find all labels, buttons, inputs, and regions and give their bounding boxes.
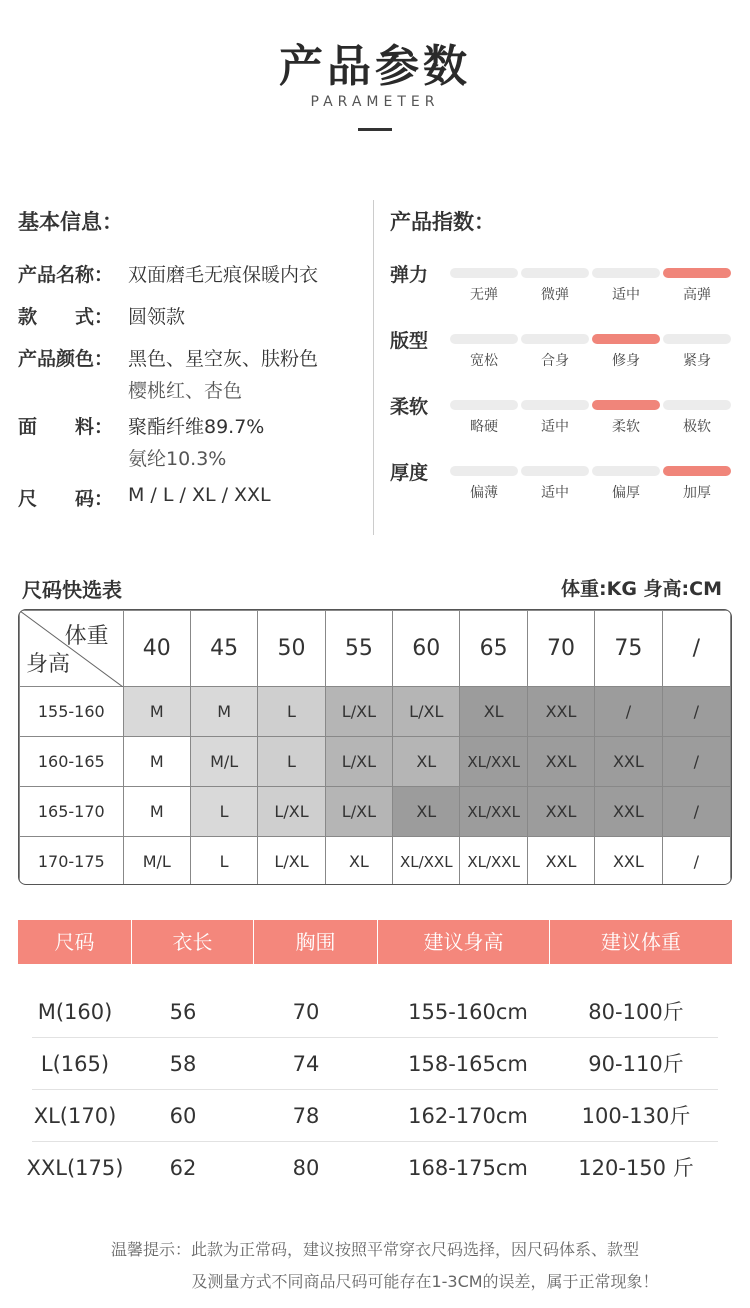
corner-weight-label: 体重 (64, 624, 109, 649)
quick-chart-row (20, 837, 731, 886)
size-cell: XXL (527, 737, 594, 787)
basic-info-section (18, 206, 363, 510)
basic-info-label: 款 式： (18, 306, 114, 328)
size-cell: M (123, 737, 190, 787)
size-cell: XXL (595, 737, 662, 787)
note-line-2: 及测量方式不同商品尺码可能存在1-3CM的误差，属于正常现象！ (191, 1272, 659, 1291)
size-table-cell: 58 (169, 1052, 197, 1076)
size-cell: M (123, 687, 190, 737)
basic-info-row (18, 344, 319, 402)
index-level-label: 适中 (541, 485, 569, 501)
basic-info-label: 产品颜色： (18, 348, 114, 370)
index-level-bar (663, 466, 731, 476)
basic-info-row (18, 484, 271, 511)
index-level-label: 适中 (541, 419, 569, 435)
index-level-label: 极软 (683, 419, 711, 435)
index-level-label: 加厚 (683, 485, 711, 501)
size-quick-chart-title: 尺码快选表 (22, 578, 122, 602)
basic-info-value: 双面磨毛无痕保暖内衣 (128, 264, 319, 286)
size-table-cell: 162-170cm (408, 1104, 528, 1128)
title-underline (358, 128, 392, 131)
index-level-label: 高弹 (683, 287, 711, 303)
corner-height-label: 身高 (26, 652, 71, 677)
index-level-bar (450, 268, 518, 278)
index-level-label: 修身 (612, 353, 640, 369)
size-table-row (18, 986, 732, 1038)
size-cell: L (190, 837, 257, 886)
size-cell: L/XL (258, 837, 325, 886)
index-row-0 (390, 260, 740, 310)
size-table-cell: 80-100斤 (588, 1000, 684, 1024)
size-table-header-cell: 胸围 (254, 920, 378, 964)
size-table-cell: 70 (292, 1000, 320, 1024)
size-table-cell: 60 (169, 1104, 197, 1128)
basic-info-title: 基本信息： (18, 210, 123, 234)
quick-chart-row (20, 687, 731, 737)
size-cell: L/XL (325, 787, 392, 837)
index-level-label: 略硬 (470, 419, 498, 435)
basic-info-value: 圆领款 (128, 306, 186, 328)
size-table-cell: 168-175cm (408, 1156, 528, 1180)
index-level-label: 适中 (612, 287, 640, 303)
weight-header: 70 (527, 611, 594, 687)
size-table-header (18, 920, 732, 964)
size-cell: M (123, 787, 190, 837)
section-divider (373, 200, 374, 535)
size-table-cell: 56 (169, 1000, 197, 1024)
size-cell: M (190, 687, 257, 737)
quick-chart-row (20, 737, 731, 787)
size-cell: XL/XXL (460, 787, 527, 837)
size-table-cell: XL(170) (33, 1104, 117, 1128)
page-title: 产品参数 (279, 41, 471, 92)
size-cell: XXL (527, 837, 594, 886)
size-quick-chart-unit: 体重:KG 身高:CM (561, 578, 722, 600)
size-cell: L/XL (258, 787, 325, 837)
index-level-label: 偏厚 (612, 485, 640, 501)
size-cell: XXL (595, 837, 662, 886)
size-cell: XXL (527, 687, 594, 737)
index-row-3 (390, 458, 740, 508)
index-level-bar (663, 268, 731, 278)
product-index-section (390, 206, 740, 501)
weight-header: 45 (190, 611, 257, 687)
page-subtitle: PARAMETER (310, 94, 440, 110)
index-level-bar (450, 466, 518, 476)
size-table-cell: 100-130斤 (581, 1104, 691, 1128)
index-level-bar (450, 334, 518, 344)
index-name: 厚度 (390, 462, 429, 484)
basic-info-label: 尺 码： (18, 488, 114, 510)
index-row-1 (390, 326, 740, 376)
size-quick-chart (18, 609, 732, 885)
index-level-label: 宽松 (470, 353, 498, 369)
size-cell: XL (325, 837, 392, 886)
size-cell: XL/XXL (460, 837, 527, 886)
size-cell: XL (393, 787, 460, 837)
index-level-bar (592, 466, 660, 476)
height-header: 160-165 (20, 737, 124, 787)
weight-header: 50 (258, 611, 325, 687)
height-header: 170-175 (20, 837, 124, 886)
size-cell: XL/XXL (460, 737, 527, 787)
size-table-cell: L(165) (40, 1052, 110, 1076)
index-name: 版型 (390, 330, 429, 352)
size-cell: XXL (527, 787, 594, 837)
size-cell: L/XL (393, 687, 460, 737)
quick-chart-row (20, 787, 731, 837)
size-table-cell: 78 (292, 1104, 320, 1128)
basic-info-value: M / L / XL / XXL (128, 484, 271, 506)
size-cell: L (258, 687, 325, 737)
basic-info-value: 氨纶10.3% (128, 448, 227, 470)
size-cell: M/L (123, 837, 190, 886)
basic-info-label: 面 料： (18, 416, 114, 438)
size-cell: XL (460, 687, 527, 737)
index-level-bar (521, 268, 589, 278)
size-table-header-cell: 衣长 (132, 920, 254, 964)
index-level-bar (592, 334, 660, 344)
size-cell: / (595, 687, 662, 737)
size-cell: L (190, 787, 257, 837)
note-line-1: 温馨提示：此款为正常码，建议按照平常穿衣尺码选择，因尺码体系、款型 (110, 1240, 639, 1259)
weight-header: / (662, 611, 730, 687)
index-level-bar (663, 400, 731, 410)
index-level-label: 紧身 (683, 353, 711, 369)
index-level-label: 无弹 (470, 287, 498, 303)
size-cell: XXL (595, 787, 662, 837)
size-table-cell: 120-150 斤 (578, 1156, 694, 1180)
size-cell: / (662, 687, 730, 737)
size-cell: L (258, 737, 325, 787)
size-cell: XL/XXL (393, 837, 460, 886)
quick-chart-corner (20, 611, 124, 687)
index-level-bar (592, 268, 660, 278)
weight-header: 55 (325, 611, 392, 687)
basic-info-value: 黑色、星空灰、肤粉色 (128, 348, 319, 370)
size-table-header-cell: 建议体重 (601, 930, 681, 954)
size-table-header-cell: 尺码 (18, 920, 132, 964)
height-header: 155-160 (20, 687, 124, 737)
index-level-bar (592, 400, 660, 410)
index-level-bar (521, 400, 589, 410)
basic-info-row (18, 412, 265, 470)
size-cell: / (662, 737, 730, 787)
weight-header: 40 (123, 611, 190, 687)
size-table-cell: 90-110斤 (588, 1052, 684, 1076)
size-cell: L/XL (325, 737, 392, 787)
index-level-bar (521, 466, 589, 476)
size-table-cell: 158-165cm (408, 1052, 528, 1076)
index-name: 弹力 (390, 264, 429, 286)
index-level-bar (663, 334, 731, 344)
weight-header: 60 (393, 611, 460, 687)
index-level-bar (450, 400, 518, 410)
size-table-row (18, 1142, 732, 1194)
size-cell: M/L (190, 737, 257, 787)
basic-info-value: 樱桃红、杏色 (128, 380, 243, 402)
size-table-header-cell: 建议身高 (378, 920, 550, 964)
size-cell: XL (393, 737, 460, 787)
size-table-cell: 80 (292, 1156, 320, 1180)
basic-info-row (18, 260, 319, 287)
size-table-cell: XXL(175) (26, 1156, 124, 1180)
index-level-label: 微弹 (541, 287, 569, 303)
basic-info-label: 产品名称： (18, 264, 114, 286)
index-level-label: 合身 (541, 353, 569, 369)
index-name: 柔软 (390, 396, 429, 418)
page-header (0, 0, 750, 150)
index-level-label: 偏薄 (470, 485, 498, 501)
product-index-title: 产品指数： (390, 210, 495, 234)
size-table-cell: 62 (169, 1156, 197, 1180)
index-level-bar (521, 334, 589, 344)
index-level-label: 柔软 (612, 419, 640, 435)
size-table-cell: 155-160cm (408, 1000, 528, 1024)
basic-info-row (18, 302, 186, 329)
size-table-row (18, 1090, 732, 1142)
weight-header: 65 (460, 611, 527, 687)
quick-chart-header-row (20, 611, 731, 687)
size-table-cell: 74 (292, 1052, 320, 1076)
index-row-2 (390, 392, 740, 442)
size-cell: / (662, 837, 730, 886)
weight-header: 75 (595, 611, 662, 687)
size-table-cell: M(160) (37, 1000, 113, 1024)
basic-info-value: 聚酯纤维89.7% (128, 416, 265, 438)
height-header: 165-170 (20, 787, 124, 837)
size-cell: / (662, 787, 730, 837)
size-table-row (18, 1038, 732, 1090)
size-cell: L/XL (325, 687, 392, 737)
